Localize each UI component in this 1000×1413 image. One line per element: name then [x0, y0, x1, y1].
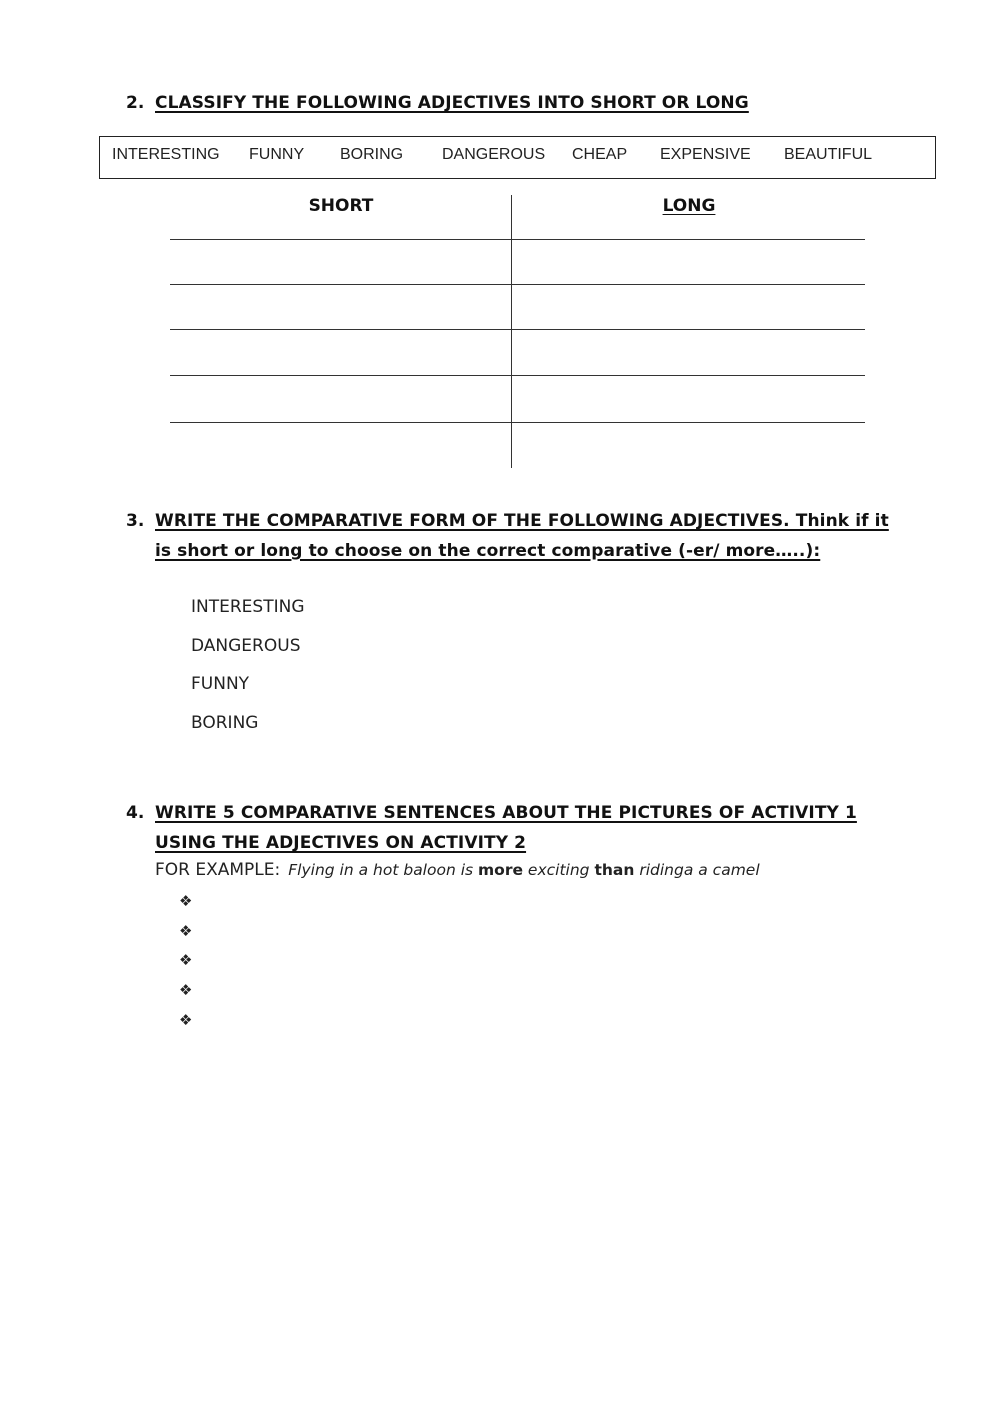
table-row-line[interactable]: [170, 329, 865, 330]
table-row-line[interactable]: [170, 375, 865, 376]
adjective-item: DANGEROUS: [191, 636, 301, 656]
section-3-title-line-2: is short or long to choose on the correct comparative (-er/ more…..):: [155, 541, 821, 561]
section-4-title-line-2: USING THE ADJECTIVES ON ACTIVITY 2: [155, 833, 527, 853]
bullet-diamond-icon: ❖: [179, 892, 193, 910]
example-sentence: [155, 860, 760, 880]
table-row-line[interactable]: [170, 239, 865, 240]
table-row-line[interactable]: [170, 422, 865, 423]
word-bank-item: BORING: [340, 146, 404, 163]
word-bank-item: DANGEROUS: [442, 146, 546, 163]
word-bank-item: EXPENSIVE: [660, 146, 751, 163]
short-column-header: SHORT: [308, 196, 374, 216]
section-4-number: 4.: [126, 803, 145, 823]
bullet-diamond-icon: ❖: [179, 922, 193, 940]
adjective-item: BORING: [191, 713, 259, 733]
section-3-title-line-1: WRITE THE COMPARATIVE FORM OF THE FOLLOWING ADJECTIVES. Think if it: [155, 511, 889, 531]
word-bank-item: BEAUTIFUL: [784, 146, 873, 163]
bullet-diamond-icon: ❖: [179, 951, 193, 969]
section-3-number: 3.: [126, 511, 145, 531]
example-label: FOR EXAMPLE:: [155, 860, 281, 880]
adjective-item: FUNNY: [191, 674, 250, 694]
section-3-heading: [126, 506, 889, 566]
bullet-diamond-icon: ❖: [179, 1011, 193, 1029]
example-text: Flying in a hot baloon is more exciting than ridinga a camel: [288, 861, 760, 879]
word-bank-item: FUNNY: [249, 146, 305, 163]
word-bank-item: INTERESTING: [112, 146, 220, 163]
table-row-line[interactable]: [170, 284, 865, 285]
bullet-diamond-icon: ❖: [179, 981, 193, 999]
section-2-number: 2.: [126, 93, 145, 113]
table-column-divider: [511, 195, 512, 468]
adjective-item: INTERESTING: [191, 597, 305, 617]
section-4-heading: [126, 798, 857, 858]
section-4-title-line-1: WRITE 5 COMPARATIVE SENTENCES ABOUT THE PICTURES OF ACTIVITY 1: [155, 803, 857, 823]
long-column-header: LONG: [662, 196, 716, 216]
word-bank-item: CHEAP: [572, 146, 628, 163]
section-2-title: CLASSIFY THE FOLLOWING ADJECTIVES INTO SHORT OR LONG: [155, 93, 749, 113]
classification-table: [0, 0, 1000, 480]
